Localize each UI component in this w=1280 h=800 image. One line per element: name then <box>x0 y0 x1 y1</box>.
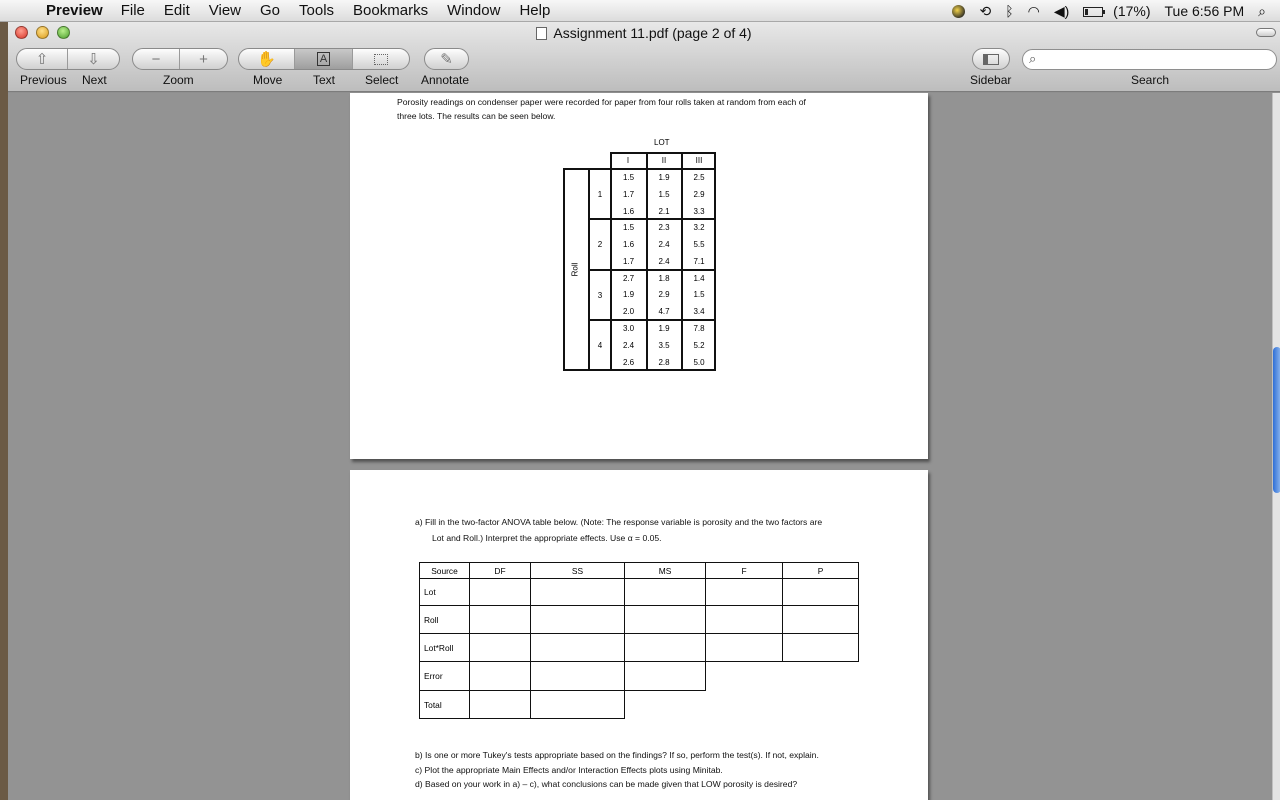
anova-cell <box>783 634 859 662</box>
minus-icon: − <box>151 50 161 68</box>
anova-row <box>420 662 859 691</box>
porosity-value: 3.5 <box>658 340 670 350</box>
pdf-page-3 <box>350 470 928 800</box>
porosity-value: 2.9 <box>693 189 705 199</box>
sidebar-button[interactable] <box>973 49 1009 69</box>
move-tool-button[interactable] <box>239 49 295 69</box>
battery-status[interactable] <box>1083 3 1150 19</box>
sidebar-label: Sidebar <box>970 73 1012 87</box>
porosity-value: 1.9 <box>622 290 635 300</box>
pdf-page-2 <box>350 93 928 459</box>
previous-button[interactable] <box>17 49 68 69</box>
tool-mode-group <box>238 48 410 70</box>
porosity-value: 2.8 <box>658 357 670 367</box>
annotate-button[interactable] <box>425 49 468 69</box>
question-b: b) Is one or more Tukey's tests appropriate based on the findings? If so, perform the test(s). If not, explain. <box>415 750 819 760</box>
search-icon: ⌕ <box>1029 51 1037 66</box>
text-tool-button[interactable] <box>295 49 352 69</box>
app-status-icon[interactable] <box>952 5 965 18</box>
clock[interactable]: Tue 6:56 PM <box>1164 3 1245 19</box>
question-a-line-2: Lot and Roll.) Interpret the appropriate effects. Use α = 0.05. <box>432 533 662 543</box>
porosity-value: 1.5 <box>622 223 635 233</box>
prev-next-group <box>16 48 120 70</box>
porosity-value: 1.5 <box>658 189 670 199</box>
porosity-value: 7.8 <box>693 323 705 333</box>
menu-view[interactable]: View <box>208 2 241 19</box>
porosity-value: 1.9 <box>658 323 670 333</box>
porosity-value: 1.7 <box>622 189 635 199</box>
lot-header: I <box>626 156 630 165</box>
roll-label: Roll <box>570 262 580 277</box>
anova-blank <box>706 691 783 719</box>
lot-header: II <box>661 156 667 165</box>
anova-header: MS <box>625 563 706 579</box>
anova-blank <box>625 691 706 719</box>
arrow-up-icon: ⇧ <box>35 51 49 68</box>
menu-tools[interactable]: Tools <box>299 2 335 19</box>
move-label: Move <box>253 73 283 87</box>
anova-header: Source <box>420 563 470 579</box>
anova-cell <box>783 606 859 634</box>
bluetooth-icon[interactable]: ᛒ <box>1005 3 1014 19</box>
anova-cell <box>531 579 625 606</box>
anova-source: Error <box>420 662 470 691</box>
search-label: Search <box>1131 73 1170 87</box>
menu-bookmarks[interactable]: Bookmarks <box>353 2 429 19</box>
intro-line-2: three lots. The results can be seen below. <box>397 111 556 121</box>
next-button[interactable] <box>68 49 119 69</box>
anova-cell <box>625 579 706 606</box>
lot-label: LOT <box>654 138 670 147</box>
anova-source: Lot*Roll <box>420 634 470 662</box>
pdf-document-icon <box>536 27 547 40</box>
anova-cell <box>470 606 531 634</box>
window-title: Assignment 11.pdf (page 2 of 4) <box>8 25 1280 41</box>
anova-cell <box>625 662 706 691</box>
battery-percent: (17%) <box>1113 3 1151 19</box>
wifi-icon[interactable]: ◠ <box>1027 2 1040 19</box>
anova-row <box>420 634 859 662</box>
anova-header: SS <box>531 563 625 579</box>
lot-header: III <box>695 156 703 165</box>
text-label: Text <box>313 73 336 87</box>
anova-header-row <box>420 563 859 579</box>
menu-help[interactable]: Help <box>519 2 551 19</box>
toolbar-toggle-button[interactable] <box>1256 28 1276 37</box>
anova-cell <box>706 634 783 662</box>
app-menu[interactable]: Preview <box>46 2 103 19</box>
sidebar-group <box>972 48 1010 70</box>
anova-cell <box>531 606 625 634</box>
text-cursor-icon: A <box>317 52 330 66</box>
anova-cell <box>470 579 531 606</box>
sidebar-icon <box>983 54 999 65</box>
porosity-value: 1.6 <box>622 206 635 216</box>
zoom-group <box>132 48 228 70</box>
porosity-value: 2.7 <box>622 273 635 283</box>
search-input[interactable] <box>1022 49 1277 70</box>
porosity-value: 1.9 <box>658 173 670 182</box>
porosity-value: 2.3 <box>658 223 670 233</box>
anova-header: DF <box>470 563 531 579</box>
anova-cell <box>470 634 531 662</box>
anova-row <box>420 606 859 634</box>
volume-icon[interactable]: ◀) <box>1053 2 1070 19</box>
anova-cell <box>706 606 783 634</box>
menu-file[interactable]: File <box>120 2 145 19</box>
roll-number: 3 <box>597 290 603 300</box>
select-label: Select <box>365 73 399 87</box>
anova-table <box>419 562 859 719</box>
porosity-value: 1.5 <box>622 173 635 182</box>
scrollbar-thumb[interactable] <box>1273 347 1280 493</box>
anova-cell <box>470 662 531 691</box>
porosity-value: 2.4 <box>658 256 670 266</box>
porosity-value: 4.7 <box>658 307 670 317</box>
document-view[interactable] <box>8 93 1272 800</box>
porosity-value: 1.7 <box>622 256 635 266</box>
porosity-value: 1.4 <box>693 273 705 283</box>
porosity-value: 1.6 <box>622 240 635 250</box>
porosity-value: 2.6 <box>622 357 635 367</box>
vertical-scrollbar[interactable] <box>1272 93 1280 800</box>
anova-blank <box>706 662 783 691</box>
anova-blank <box>783 691 859 719</box>
zoom-label: Zoom <box>163 73 194 87</box>
roll-number: 1 <box>597 190 603 199</box>
porosity-value: 3.2 <box>693 223 705 233</box>
anova-cell <box>531 691 625 719</box>
anova-cell <box>625 634 706 662</box>
preview-window <box>8 22 1280 800</box>
anova-cell <box>470 691 531 719</box>
time-machine-icon[interactable]: ⟲ <box>979 2 992 19</box>
menu-bar <box>0 0 1280 22</box>
porosity-value: 1.8 <box>658 273 670 283</box>
anova-header: P <box>783 563 859 579</box>
porosity-value: 3.4 <box>693 307 705 317</box>
anova-source: Total <box>420 691 470 719</box>
porosity-value: 3.3 <box>693 206 705 216</box>
anova-row <box>420 579 859 606</box>
porosity-value: 5.0 <box>693 357 705 367</box>
intro-line-1: Porosity readings on condenser paper were recorded for paper from four rolls taken at random from each of <box>397 97 806 107</box>
annotate-group <box>424 48 469 70</box>
porosity-value: 1.5 <box>693 290 705 300</box>
roll-number: 4 <box>597 340 603 350</box>
porosity-value: 7.1 <box>693 256 705 266</box>
anova-cell <box>625 606 706 634</box>
anova-source: Roll <box>420 606 470 634</box>
pencil-icon: ✎ <box>440 51 453 68</box>
question-c: c) Plot the appropriate Main Effects and/or Interaction Effects plots using Minitab. <box>415 765 723 775</box>
porosity-value: 5.5 <box>693 240 705 250</box>
porosity-value: 2.5 <box>693 173 705 182</box>
annotate-label: Annotate <box>421 73 470 87</box>
anova-cell <box>783 579 859 606</box>
porosity-value: 2.0 <box>622 307 635 317</box>
previous-label: Previous <box>20 73 67 87</box>
question-a-line-1: a) Fill in the two-factor ANOVA table below. (Note: The response variable is porosity and the two factors are <box>415 517 823 527</box>
porosity-value: 2.9 <box>658 290 670 300</box>
marquee-select-icon <box>374 54 388 65</box>
anova-cell <box>531 634 625 662</box>
anova-row <box>420 691 859 719</box>
roll-number: 2 <box>597 240 603 250</box>
anova-header: F <box>706 563 783 579</box>
porosity-value: 2.4 <box>622 340 635 350</box>
plus-icon: + <box>199 50 208 68</box>
select-tool-button[interactable] <box>353 49 409 69</box>
anova-source: Lot <box>420 579 470 606</box>
anova-cell <box>706 579 783 606</box>
title-bar <box>8 22 1280 92</box>
porosity-value: 2.1 <box>658 206 670 216</box>
porosity-value: 3.0 <box>622 323 635 333</box>
spotlight-search-icon[interactable]: ⌕ <box>1258 2 1266 19</box>
question-d: d) Based on your work in a) – c), what conclusions can be made given that LOW porosity is desired? <box>415 779 798 789</box>
porosity-value: 2.4 <box>658 240 670 250</box>
zoom-out-button[interactable] <box>133 49 180 69</box>
anova-cell <box>531 662 625 691</box>
menu-go[interactable]: Go <box>260 2 281 19</box>
menu-window[interactable]: Window <box>447 2 501 19</box>
battery-icon <box>1083 7 1103 17</box>
porosity-value: 5.2 <box>693 340 705 350</box>
arrow-down-icon: ⇩ <box>87 51 100 68</box>
anova-blank <box>783 662 859 691</box>
hand-icon: ✋ <box>257 51 277 68</box>
zoom-in-button[interactable] <box>180 49 227 69</box>
battery-fill <box>1085 9 1088 15</box>
next-label: Next <box>82 73 107 87</box>
menu-edit[interactable]: Edit <box>163 2 190 19</box>
